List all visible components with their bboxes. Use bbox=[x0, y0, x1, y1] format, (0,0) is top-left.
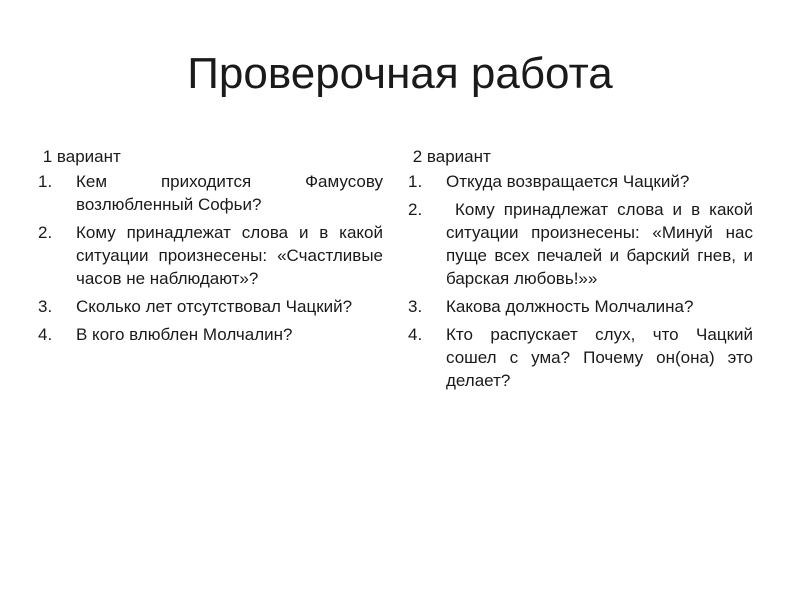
question-text: Откуда возвращается Чацкий? bbox=[446, 172, 690, 191]
list-item bbox=[408, 323, 758, 392]
variant-1-column bbox=[38, 146, 388, 351]
list-item bbox=[408, 198, 758, 290]
question-text: В кого влюблен Молчалин? bbox=[76, 325, 293, 344]
slide-title: Проверочная работа bbox=[187, 49, 613, 98]
list-item bbox=[38, 295, 383, 318]
question-number: 4. bbox=[38, 325, 53, 344]
question-number: 3. bbox=[408, 297, 423, 316]
variant-2-question-list bbox=[408, 170, 758, 392]
list-item bbox=[38, 323, 383, 346]
question-text: Сколько лет отсутствовал Чацкий? bbox=[76, 297, 353, 316]
variant-1-heading: 1 вариант bbox=[38, 147, 121, 166]
question-text: Какова должность Молчалина? bbox=[446, 297, 694, 316]
list-item bbox=[38, 221, 388, 290]
question-text: Кому принадлежат слова и в какой ситуации произнесены: «Счастливые часов не наблюдают»? bbox=[76, 223, 388, 288]
question-text: Кто распускает слух, что Чацкий сошел с ума? Почему он(она) это делает? bbox=[446, 325, 758, 390]
question-number: 1. bbox=[38, 172, 53, 191]
question-number: 3. bbox=[38, 297, 53, 316]
question-number: 1. bbox=[408, 172, 423, 191]
list-item bbox=[408, 295, 753, 318]
list-item bbox=[38, 170, 388, 216]
question-text: Кому принадлежат слова и в какой ситуации произнесены: «Минуй нас пуще всех печалей и барский гнев, и барская любовь!»» bbox=[446, 200, 758, 288]
question-text: Кем приходится Фамусову возлюбленный Софьи? bbox=[76, 172, 388, 214]
list-item bbox=[408, 170, 753, 193]
variant-1-question-list bbox=[38, 170, 388, 346]
question-number: 2. bbox=[38, 223, 53, 242]
variant-2-column bbox=[408, 146, 758, 397]
question-number: 4. bbox=[408, 325, 423, 344]
variant-2-heading: 2 вариант bbox=[408, 147, 491, 166]
question-number: 2. bbox=[408, 200, 423, 219]
